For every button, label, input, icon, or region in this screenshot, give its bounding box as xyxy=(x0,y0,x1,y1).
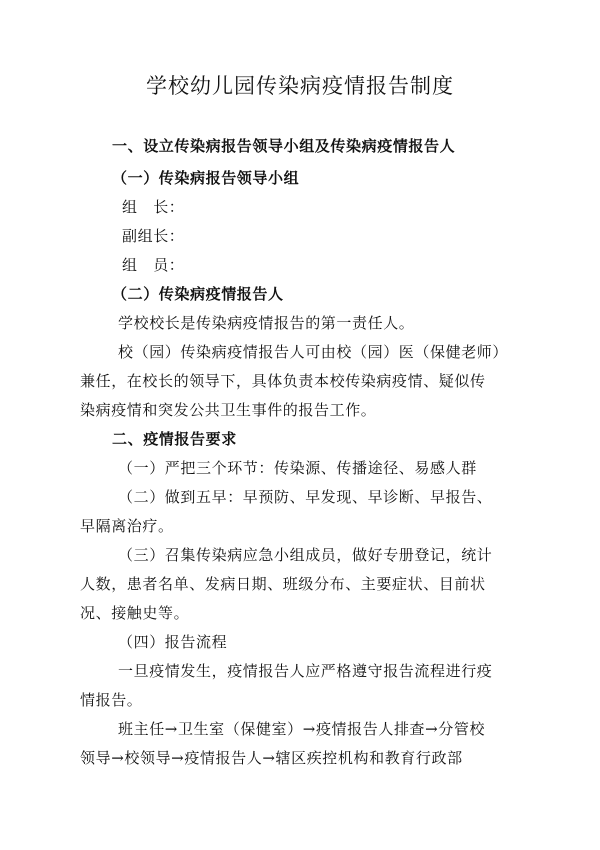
document-title: 学校幼儿园传染病疫情报告制度 xyxy=(146,74,454,98)
reporter-paragraph-line-1: 校（园）传染病疫情报告人可由校（园）医（保健老师） xyxy=(118,343,509,361)
section1-sub1-heading: （一）传染病报告领导小组 xyxy=(112,169,300,187)
requirement-item-2-line-1: （二）做到五早：早预防、早发现、早诊断、早报告、 xyxy=(118,488,493,506)
section1-heading: 一、设立传染病报告领导小组及传染病疫情报告人 xyxy=(112,137,456,155)
procedure-paragraph-line-1: 一旦疫情发生，疫情报告人应严格遵守报告流程进行疫 xyxy=(118,662,493,680)
requirement-item-3-line-3: 况、接触史等。 xyxy=(80,604,190,622)
flow-paragraph-line-1: 班主任→卫生室（保健室）→疫情报告人排查→分管校 xyxy=(118,720,486,738)
deputy-leader-line: 副组长： xyxy=(122,227,185,245)
procedure-paragraph-line-2: 情报告。 xyxy=(80,691,143,709)
requirement-item-3-line-2: 人数，患者名单、发病日期、班级分布、主要症状、目前状 xyxy=(80,575,486,593)
requirement-item-2-line-2: 早隔离治疗。 xyxy=(80,517,174,535)
reporter-paragraph-line-3: 染病疫情和突发公共卫生事件的报告工作。 xyxy=(80,401,377,419)
requirement-item-1: （一）严把三个环节：传染源、传播途径、易感人群 xyxy=(118,459,477,477)
flow-paragraph-line-2: 领导→校领导→疫情报告人→辖区疾控机构和教育行政部 xyxy=(80,749,463,767)
section2-heading: 二、疫情报告要求 xyxy=(112,430,237,448)
requirement-item-4: （四）报告流程 xyxy=(118,633,228,651)
section1-sub2-heading: （二）传染病疫情报告人 xyxy=(112,285,284,303)
responsibility-paragraph: 学校校长是传染病疫情报告的第一责任人。 xyxy=(118,314,415,332)
requirement-item-3-line-1: （三）召集传染病应急小组成员，做好专册登记，统计 xyxy=(118,546,493,564)
leader-line: 组 长： xyxy=(122,198,185,216)
reporter-paragraph-line-2: 兼任，在校长的领导下，具体负责本校传染病疫情、疑似传 xyxy=(80,372,486,390)
member-line: 组 员： xyxy=(122,256,185,274)
